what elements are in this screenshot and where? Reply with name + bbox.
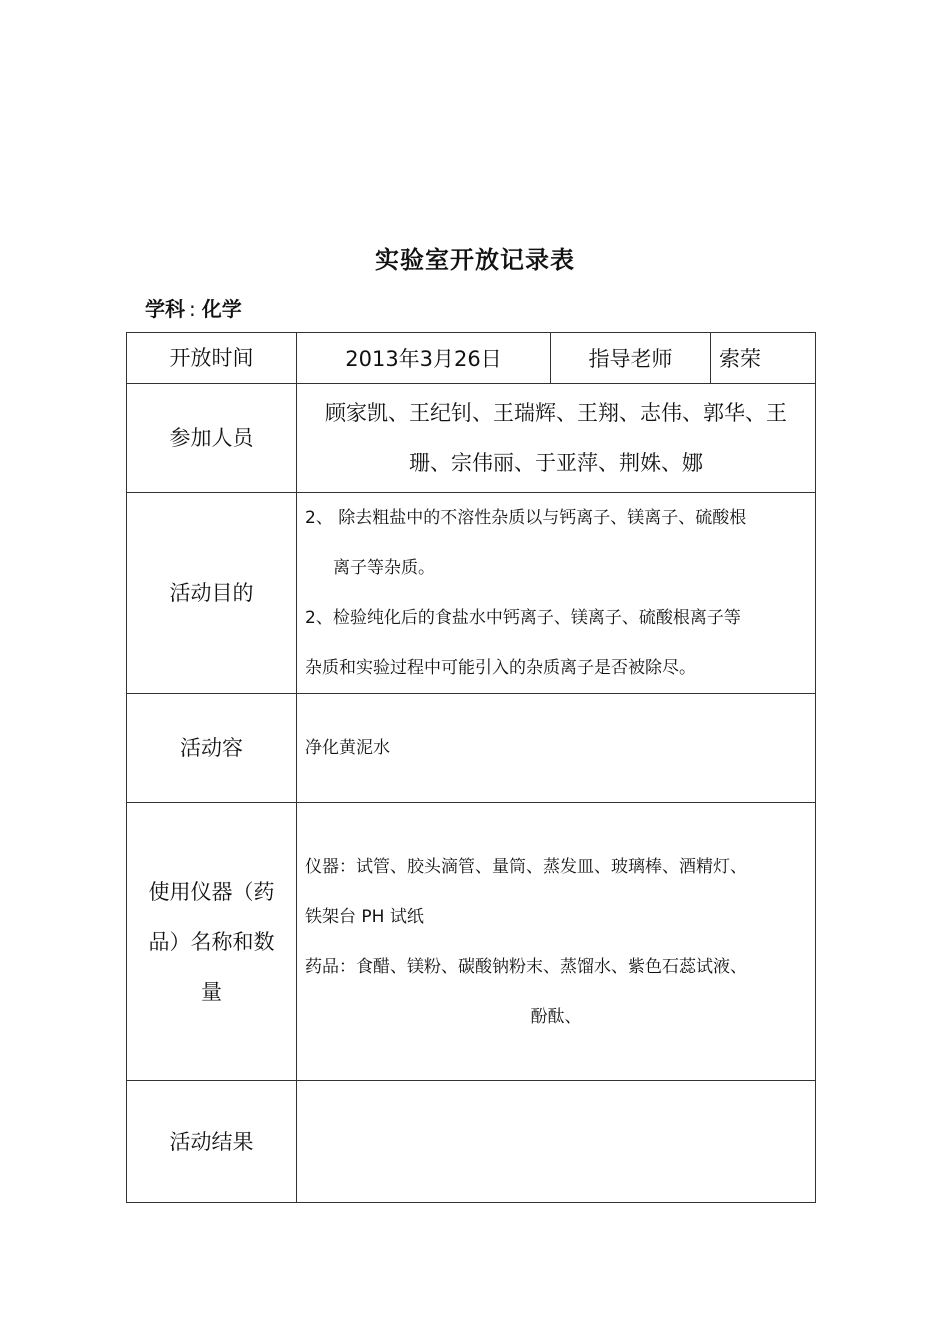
open-time-row [127, 333, 816, 384]
open-time-label: 开放时间 [127, 333, 297, 384]
equipment-line-2: 铁架台 PH 试纸 [305, 906, 424, 927]
participants-label: 参加人员 [127, 384, 297, 493]
teacher-value: 索荣 [711, 333, 816, 384]
equipment-line-4: 酚酞、 [530, 1006, 582, 1027]
participants-row [127, 384, 816, 493]
teacher-label: 指导老师 [551, 333, 711, 384]
equipment-cell [297, 803, 816, 1081]
equipment-label-line-3: 量 [201, 979, 222, 1004]
equipment-row [127, 803, 816, 1081]
purpose-line-3: 2、检验纯化后的食盐水中钙离子、镁离子、硫酸根离子等 [305, 608, 741, 628]
equipment-line-3: 药品：食醋、镁粉、碳酸钠粉末、蒸馏水、紫色石蕊试液、 [305, 956, 747, 977]
purpose-label: 活动目的 [127, 493, 297, 694]
record-table [126, 332, 816, 1203]
equipment-label-line-1: 使用仪器（药 [148, 879, 275, 904]
purpose-row [127, 493, 816, 694]
result-label: 活动结果 [127, 1081, 297, 1203]
purpose-line-4: 杂质和实验过程中可能引入的杂质离子是否被除尽。 [305, 658, 696, 678]
participants-line-1: 顾家凯、王纪钊、王瑞辉、王翔、志伟、郭华、王 [325, 401, 787, 425]
equipment-label [127, 803, 297, 1081]
participants-line-2: 珊、宗伟丽、于亚萍、荆姝、娜 [409, 451, 703, 475]
content-row [127, 694, 816, 803]
content-label: 活动容 [127, 694, 297, 803]
equipment-line-1: 仪器：试管、胶头滴管、量筒、蒸发皿、玻璃棒、酒精灯、 [305, 856, 747, 877]
subject-line [145, 293, 242, 322]
document-title: 实验室开放记录表 [375, 246, 575, 274]
subject-value: 化学 [201, 297, 242, 321]
participants-cell [297, 384, 816, 493]
purpose-line-1: 2、 除去粗盐中的不溶性杂质以与钙离子、镁离子、硫酸根 [305, 508, 747, 528]
purpose-cell [297, 493, 816, 694]
subject-colon: : [189, 297, 196, 321]
result-row [127, 1081, 816, 1203]
result-value [297, 1081, 816, 1203]
content-value: 净化黄泥水 [297, 694, 816, 803]
purpose-line-2: 离子等杂质。 [333, 558, 435, 578]
subject-label: 学科 [145, 297, 185, 321]
open-time-value: 2013年3月26日 [297, 333, 551, 384]
equipment-label-line-2: 品）名称和数 [148, 929, 275, 954]
